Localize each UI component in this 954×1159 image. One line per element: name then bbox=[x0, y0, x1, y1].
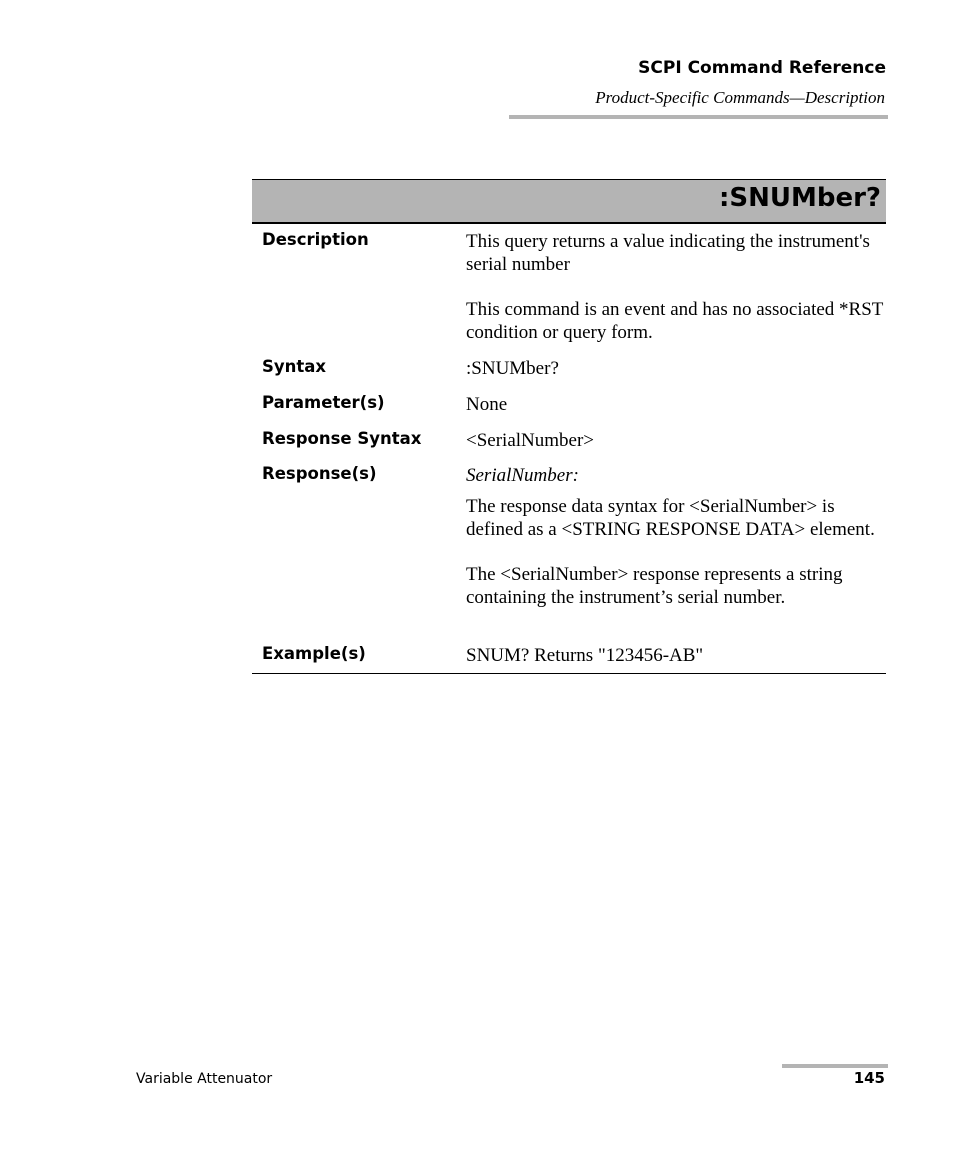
examples-label: Example(s) bbox=[262, 644, 366, 663]
footer-rule bbox=[782, 1064, 888, 1068]
syntax-value: :SNUMber? bbox=[466, 358, 559, 379]
response-syntax-label: Response Syntax bbox=[262, 429, 422, 448]
responses-paragraph-2: The <SerialNumber> response represents a string containing the instrument’s serial number. bbox=[466, 564, 843, 608]
header-rule bbox=[509, 115, 888, 119]
syntax-label: Syntax bbox=[262, 357, 327, 376]
command-title: :SNUMber? bbox=[718, 183, 881, 213]
description-paragraph-2: This command is an event and has no associated *RST condition or query form. bbox=[466, 299, 884, 343]
header-subtitle: Product-Specific Commands—Description bbox=[595, 88, 885, 107]
responses-label: Response(s) bbox=[262, 464, 377, 483]
examples-value: SNUM? Returns "123456-AB" bbox=[466, 645, 704, 666]
parameters-label: Parameter(s) bbox=[262, 393, 385, 412]
table-bottom-rule bbox=[252, 673, 886, 674]
parameters-value: None bbox=[466, 394, 508, 415]
response-syntax-value: <SerialNumber> bbox=[466, 430, 595, 451]
responses-name: SerialNumber: bbox=[466, 465, 579, 486]
header-title: SCPI Command Reference bbox=[638, 58, 886, 78]
description-value bbox=[466, 230, 886, 344]
command-title-bar bbox=[252, 179, 886, 224]
description-paragraph-1: This query returns a value indicating the instrument's serial number bbox=[466, 231, 870, 275]
responses-value bbox=[466, 464, 886, 609]
responses-paragraph-1: The response data syntax for <SerialNumber> is defined as a <STRING RESPONSE DATA> element. bbox=[466, 496, 875, 540]
page-number: 145 bbox=[853, 1069, 885, 1087]
footer-doc-name: Variable Attenuator bbox=[136, 1071, 273, 1087]
description-label: Description bbox=[262, 230, 369, 249]
